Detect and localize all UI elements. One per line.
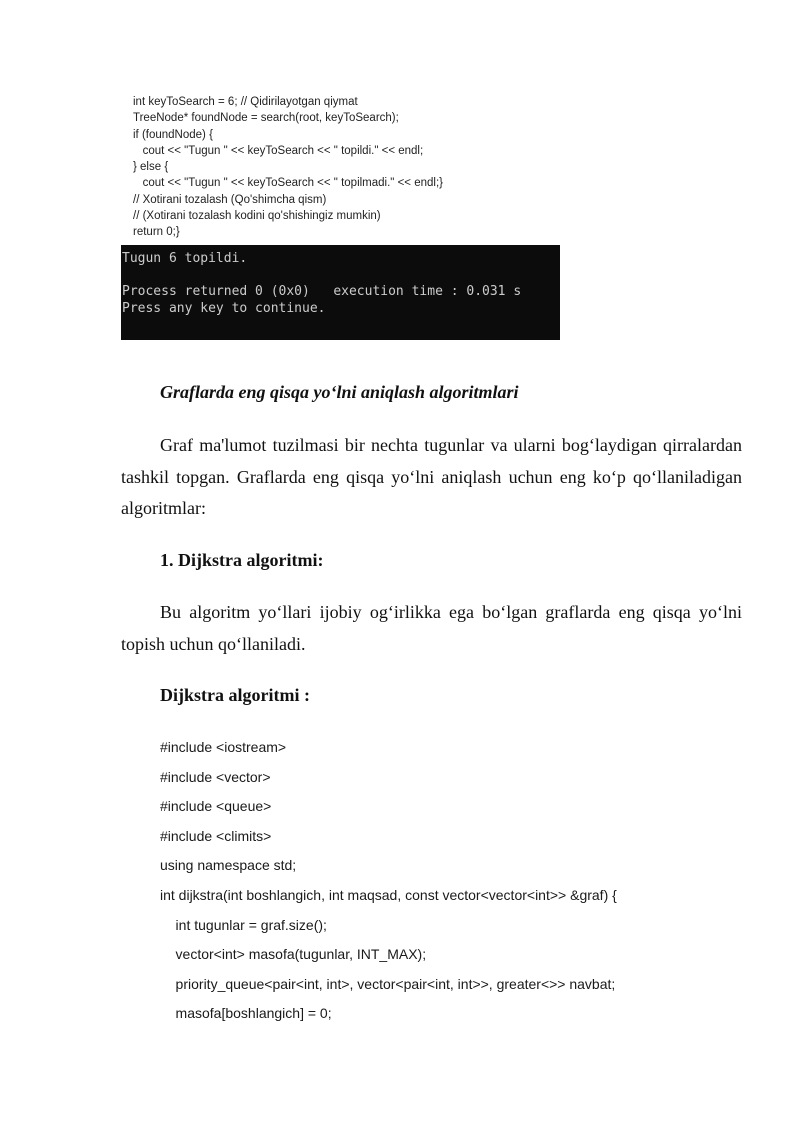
dijkstra-paragraph: Bu algoritm yo‘llari ijobiy og‘irlikka ega bo‘lgan graflarda eng qisqa yo‘lni topish uchun qo‘llaniladi. (121, 602, 742, 654)
code-line: TreeNode* foundNode = search(root, keyToSearch); (133, 112, 399, 125)
code-line: int keyToSearch = 6; // Qidirilayotgan qiymat (133, 96, 358, 108)
code-line: int dijkstra(int boshlangich, int maqsad, const vector<vector<int>> &graf) { (160, 886, 617, 903)
bottom-code-block (160, 733, 760, 1029)
code-line: using namespace std; (160, 857, 297, 874)
console-line-3: Press any key to continue. (122, 301, 326, 316)
code-line: // Xotirani tozalash (Qo'shimcha qism) (133, 193, 327, 206)
code-line: masofa[boshlangich] = 0; (160, 1005, 332, 1022)
code-line: int tugunlar = graf.size(); (160, 916, 327, 933)
code-line: #include <climits> (160, 827, 272, 844)
code-line: } else { (133, 161, 169, 174)
code-line: if (foundNode) { (133, 128, 213, 141)
console-output (121, 245, 560, 340)
code-line: cout << "Tugun " << keyToSearch << " topilmadi." << endl;} (133, 177, 443, 190)
code-line: vector<int> masofa(tugunlar, INT_MAX); (160, 946, 427, 963)
intro-paragraph: Graf ma'lumot tuzilmasi bir nechta tugunlar va ularni bog‘laydigan qirralardan tashkil topgan. Graflarda eng qisqa yo‘lni aniqlash uchun eng ko‘p qo‘llaniladigan algoritmlar: (121, 435, 742, 518)
code-line: #include <iostream> (160, 739, 287, 755)
code-line: #include <vector> (160, 768, 271, 785)
code-line: cout << "Tugun " << keyToSearch << " topildi." << endl; (133, 144, 424, 157)
subheading-dijkstra-code: Dijkstra algoritmi : (160, 685, 310, 705)
subheading-dijkstra: 1. Dijkstra algoritmi: (160, 550, 324, 570)
console-line-2: Process returned 0 (0x0) execution time : 0.031 s (122, 284, 522, 299)
code-line: #include <queue> (160, 798, 272, 815)
code-line: priority_queue<pair<int, int>, vector<pair<int, int>>, greater<>> navbat; (160, 975, 616, 992)
console-line-1: Tugun 6 topildi. (122, 251, 248, 266)
top-code-block (133, 94, 693, 241)
code-line: // (Xotirani tozalash kodini qo'shishingiz mumkin) (133, 210, 381, 223)
section-title: Graflarda eng qisqa yo‘lni aniqlash algoritmlari (160, 382, 519, 402)
code-line: return 0;} (133, 226, 180, 239)
